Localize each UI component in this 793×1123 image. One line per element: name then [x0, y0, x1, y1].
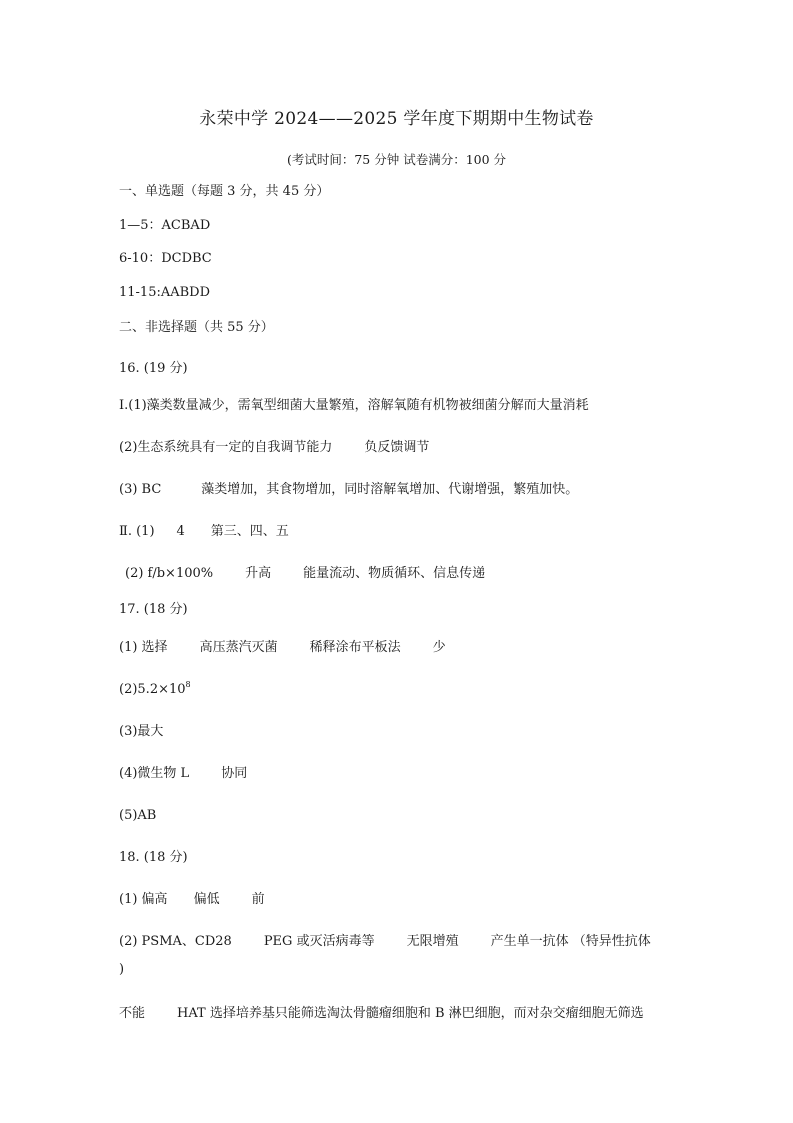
- q16-part2-1-c: 第三、四、五: [210, 524, 289, 539]
- q18-answer-3-b: HAT 选择培养基只能筛选淘汰骨髓瘤细胞和 B 淋巴细胞，而对杂交瘤细胞无筛选: [177, 1006, 644, 1021]
- q18-answer-2-d: 产生单一抗体 （特异性抗体: [490, 934, 651, 949]
- exam-info: (考试时间：75 分钟 试卷满分：100 分: [286, 152, 507, 167]
- q17-answer-2-exponent: 8: [185, 679, 191, 689]
- q17-answer-4-b: 协同: [221, 766, 248, 781]
- q18-answer-2-c: 无限增殖: [406, 934, 459, 949]
- page-title: 永荣中学 2024——2025 学年度下期期中生物试卷: [199, 109, 594, 129]
- q16-part2-2-c: 能量流动、物质循环、信息传递: [303, 566, 486, 581]
- q18-answer-2-b: PEG 或灭活病毒等: [263, 934, 375, 949]
- q17-answer-2: [119, 679, 191, 698]
- q17-heading: 17. (18 分): [119, 602, 188, 617]
- q18-answer-1: [119, 892, 265, 908]
- answer-11-15: 11-15:AABDD: [119, 285, 211, 300]
- section-1-heading: 一、单选题（每题 3 分，共 45 分）: [119, 184, 330, 199]
- q16-part1-2: [119, 440, 429, 456]
- q16-part1-3: [119, 482, 578, 498]
- q18-answer-2: [119, 934, 651, 950]
- q18-answer-2-a: (2) PSMA、CD28: [119, 934, 232, 949]
- q17-answer-3: (3)最大: [119, 724, 164, 739]
- q16-part2-1: [119, 524, 289, 540]
- q18-answer-3-a: 不能: [119, 1006, 146, 1021]
- q16-part1-3-a: (3) BC: [119, 482, 162, 497]
- q18-answer-1-c: 前: [251, 892, 265, 907]
- q17-answer-5: (5)AB: [119, 808, 157, 823]
- q16-part1-2-a: (2)生态系统具有一定的自我调节能力: [119, 440, 333, 455]
- q16-part2-2-a: (2) f/b×100%: [125, 566, 214, 581]
- q16-part2-2-b: 升高: [245, 566, 272, 581]
- q16-part1-1: Ⅰ.(1)藻类数量减少，需氧型细菌大量繁殖，溶解氧随有机物被细菌分解而大量消耗: [119, 398, 589, 413]
- q16-part2-1-a: Ⅱ. (1): [119, 524, 155, 539]
- q17-answer-1-b: 高压蒸汽灭菌: [199, 640, 278, 655]
- q17-answer-1-a: (1) 选择: [119, 640, 168, 655]
- q18-heading: 18. (18 分): [119, 850, 188, 865]
- q17-answer-2-base: (2)5.2×10: [119, 682, 186, 697]
- q18-answer-1-a: (1) 偏高: [119, 892, 168, 907]
- q16-heading: 16. (19 分): [119, 361, 188, 376]
- q16-part1-3-b: 藻类增加，其食物增加，同时溶解氧增加、代谢增强，繁殖加快。: [201, 482, 579, 497]
- q18-answer-3: [119, 1006, 644, 1022]
- answer-1-5: 1—5：ACBAD: [119, 218, 211, 233]
- q16-part2-2: [119, 566, 485, 582]
- q17-answer-4-a: (4)微生物 L: [119, 766, 190, 781]
- q17-answer-1-c: 稀释涂布平板法: [309, 640, 401, 655]
- answer-6-10: 6-10：DCDBC: [119, 251, 212, 266]
- q18-answer-1-b: 偏低: [193, 892, 220, 907]
- q16-part2-1-b: 4: [176, 524, 185, 539]
- q17-answer-1: [119, 640, 446, 656]
- q16-part1-2-b: 负反馈调节: [364, 440, 430, 455]
- q18-answer-2-close: ): [119, 962, 125, 977]
- q17-answer-1-d: 少: [432, 640, 446, 655]
- section-2-heading: 二、非选择题（共 55 分）: [119, 320, 274, 335]
- q17-answer-4: [119, 766, 247, 782]
